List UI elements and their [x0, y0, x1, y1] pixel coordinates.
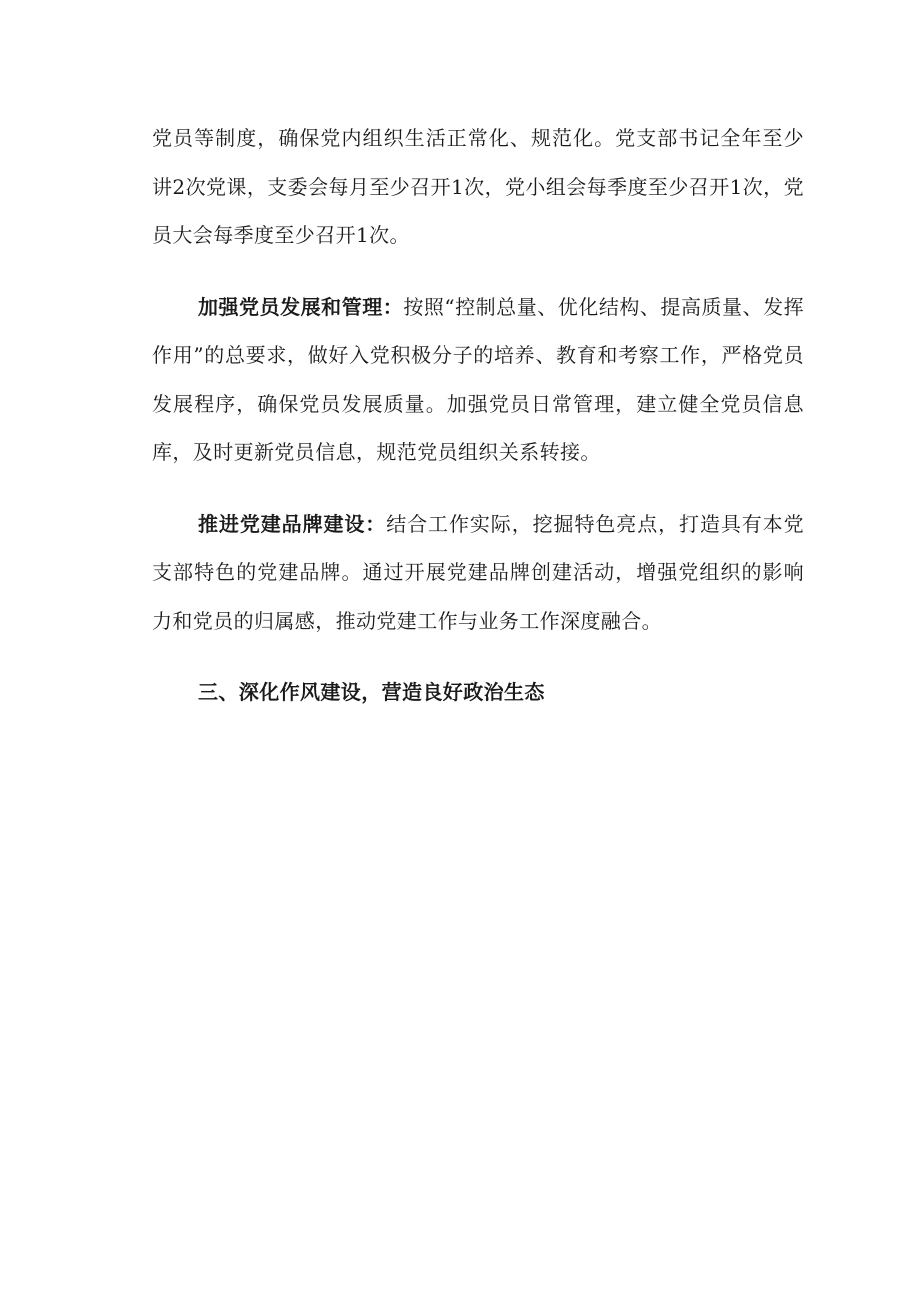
paragraph-organizational-life [152, 114, 804, 260]
paragraph-spacer [152, 645, 804, 668]
paragraph-member-development [152, 283, 804, 477]
paragraph-text: 党员等制度，确保党内组织生活正常化、规范化。党支部书记全年至少讲2次党课，支委会每月至少召开1次，党小组会每季度至少召开1次，党员大会每季度至少召开1次。 [152, 126, 804, 247]
section-heading: 三、深化作风建设，营造良好政治生态 [198, 680, 545, 704]
paragraph-text: 按照“控制总量、优化结构、提高质量、发挥作用”的总要求，做好入党积极分子的培养、教育和考察工作，严格党员发展程序，确保党员发展质量。加强党员日常管理，建立健全党员信息库，及时更新党员信息，规范党员组织关系转接。 [152, 294, 805, 464]
paragraph-lead-heading: 推进党建品牌建设： [198, 511, 387, 536]
paragraph-text: 结合工作实际，挖掘特色亮点，打造具有本党支部特色的党建品牌。通过开展党建品牌创建活动，增强党组织的影响力和党员的归属感，推动党建工作与业务工作深度融合。 [152, 511, 804, 633]
document-body [152, 114, 804, 717]
paragraph-lead-heading: 加强党员发展和管理： [198, 294, 404, 319]
paragraph-brand-building [152, 500, 804, 646]
paragraph-spacer [152, 260, 804, 283]
paragraph-spacer [152, 477, 804, 500]
